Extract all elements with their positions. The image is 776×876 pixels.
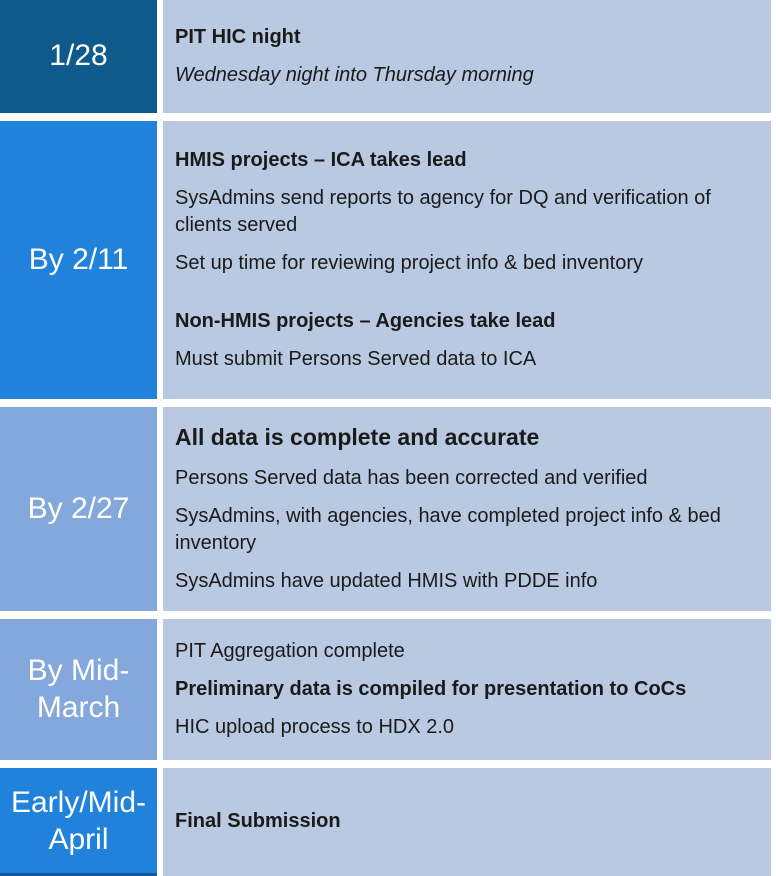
task-heading: Final Submission [175, 810, 341, 832]
task-heading: HMIS projects – ICA takes lead [175, 148, 467, 171]
date-label: 1/28 [49, 39, 108, 73]
task-heading: All data is complete and accurate [175, 424, 540, 451]
task-line: Must submit Persons Served data to ICA [175, 347, 537, 370]
row-content-by-2-27 [163, 407, 771, 611]
task-heading: Preliminary data is compiled for presentation to CoCs [175, 677, 687, 700]
task-line: Set up time for reviewing project info & bed inventory [175, 251, 644, 274]
timeline-row-by-mid-march [0, 619, 776, 760]
task-line: PIT Aggregation complete [175, 639, 405, 662]
timeline-row-early-mid-april [0, 768, 776, 876]
date-cell-early-mid-april [0, 768, 157, 876]
date-label: By 2/11 [28, 242, 129, 276]
task-line: Persons Served data has been corrected and verified [175, 466, 648, 489]
date-cell-by-mid-march [0, 619, 157, 760]
date-label: By 2/27 [27, 491, 130, 525]
row-content-early-mid-april [163, 768, 771, 876]
date-cell-1-28 [0, 0, 157, 113]
row-content-by-2-11 [163, 121, 771, 399]
task-line: PIT HIC night [175, 25, 301, 48]
task-line: SysAdmins send reports to agency for DQ and verification of clients served [175, 186, 711, 236]
task-line: HIC upload process to HDX 2.0 [175, 715, 455, 738]
date-label: Early/Mid-April [10, 786, 146, 856]
date-label: By Mid-March [27, 653, 130, 724]
row-content-1-28 [163, 0, 771, 113]
task-line: SysAdmins, with agencies, have completed project info & bed inventory [175, 504, 721, 554]
timeline-row-by-2-27 [0, 407, 776, 611]
task-heading: Non-HMIS projects – Agencies take lead [175, 309, 556, 332]
date-cell-by-2-27 [0, 407, 157, 611]
task-line: Wednesday night into Thursday morning [175, 63, 534, 86]
date-cell-by-2-11 [0, 121, 157, 399]
task-line: SysAdmins have updated HMIS with PDDE info [175, 569, 598, 592]
row-content-by-mid-march [163, 619, 771, 760]
timeline-row-1-28 [0, 0, 776, 113]
timeline-row-by-2-11 [0, 121, 776, 399]
